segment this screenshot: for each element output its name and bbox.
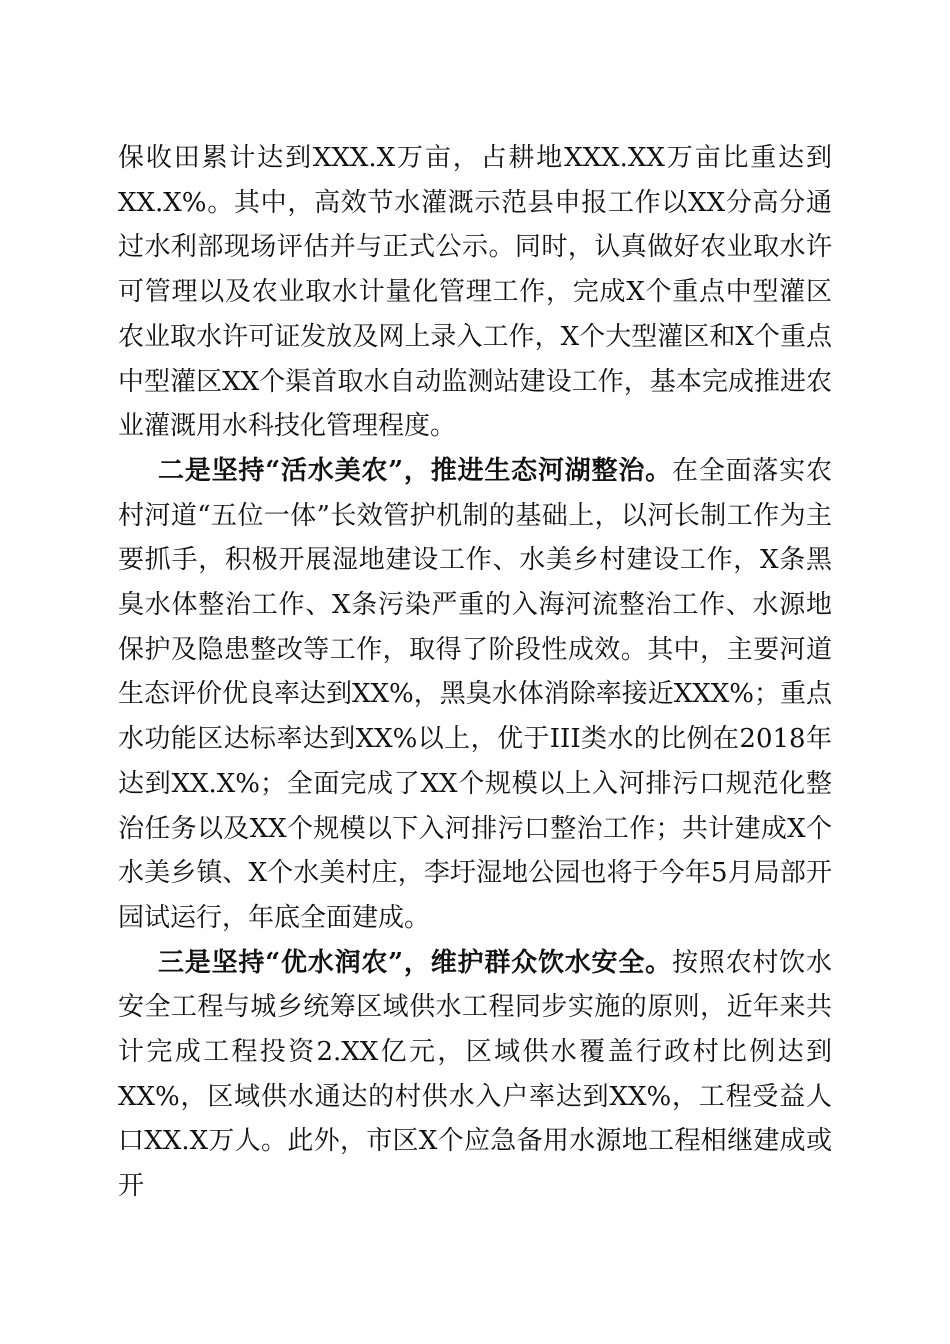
paragraph-irrigation: [118, 136, 832, 449]
paragraph-text: 保收田累计达到XXX.X万亩，占耕地XXX.XX万亩比重达到XX.X%。其中，高效节水灌溉示范县申报工作以XX分高分通过水利部现场评估并与正式公示。同时，认真做好农业取水许可管理以及农业取水计量化管理工作，完成X个重点中型灌区农业取水许可证发放及网上录入工作，X个大型灌区和X个重点中型灌区XX个渠首取水自动监测站建设工作，基本完成推进农业灌溉用水科技化管理程度。: [118, 143, 832, 442]
paragraph-text: 按照农村饮水安全工程与城乡统筹区域供水工程同步实施的原则，近年来共计完成工程投资2.XX亿元，区域供水覆盖行政村比例达到XX%，区域供水通达的村供水入户率达到XX%，工程受益人口XX.X万人。此外，市区X个应急备用水源地工程相继建成或开: [118, 947, 832, 1202]
paragraph-heading: 三是坚持“优水润农”，维护群众饮水安全。: [158, 947, 672, 978]
document-page: [118, 136, 832, 1209]
paragraph-heading: 二是坚持“活水美农”，推进生态河湖整治。: [158, 455, 672, 486]
paragraph-text: 在全面落实农村河道“五位一体”长效管护机制的基础上，以河长制工作为主要抓手，积极开展湿地建设工作、水美乡村建设工作，X条黑臭水体整治工作、X条污染严重的入海河流整治工作、水源地保护及隐患整改等工作，取得了阶段性成效。其中，主要河道生态评价优良率达到XX%，黑臭水体消除率接近XXX%；重点水功能区达标率达到XX%以上，优于III类水的比例在2018年达到XX.X%；全面完成了XX个规模以上入河排污口规范化整治任务以及XX个规模以下入河排污口整治工作；共计建成X个水美乡镇、X个水美村庄，李圩湿地公园也将于今年5月局部开园试运行，年底全面建成。: [118, 455, 832, 933]
paragraph-drinking-water: [118, 941, 832, 1209]
paragraph-river-lake: [118, 449, 832, 941]
